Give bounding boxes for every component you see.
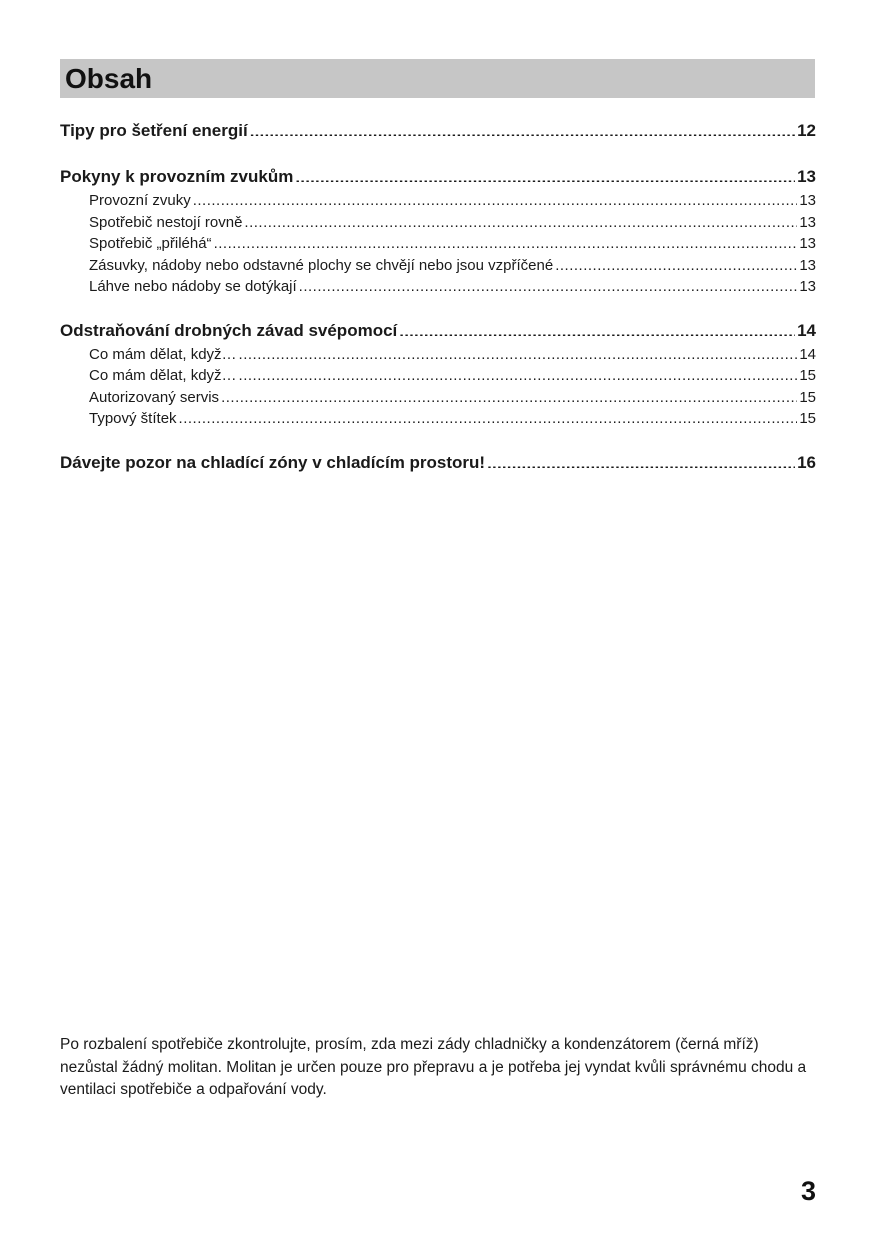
toc-entry-sub[interactable] xyxy=(60,255,816,277)
unpacking-note: Po rozbalení spotřebiče zkontrolujte, prosím, zda mezi zády chladničky a kondenzátorem (černá mříž) nezůstal žádný molitan. Molitan je určen pouze pro přepravu a je potřeba jej vyndat kvůli správnému chodu a ventilaci spotřebiče a odpařování vody. xyxy=(60,1036,807,1098)
toc-entry-page: 13 xyxy=(799,235,816,252)
toc-entry-label: Zásuvky, nádoby nebo odstavné plochy se chvějí nebo jsou vzpříčené xyxy=(89,256,554,274)
toc-section xyxy=(60,318,816,430)
toc-entry-page: 15 xyxy=(799,410,816,427)
toc-entry-label: Dávejte pozor na chladící zóny v chladícím prostoru! xyxy=(60,452,486,472)
toc-entry-sub[interactable] xyxy=(60,408,816,430)
toc-entry-page: 12 xyxy=(797,121,816,140)
toc-entry-label: Pokyny k provozním zvukům xyxy=(60,167,294,186)
dot-leader xyxy=(250,119,795,136)
toc-entry-main[interactable] xyxy=(60,164,816,190)
dot-leader xyxy=(295,165,795,182)
toc-entry-sub[interactable] xyxy=(60,233,816,255)
toc-entry-label: Autorizovaný servis xyxy=(89,388,220,406)
toc-entry-sub[interactable] xyxy=(60,365,816,387)
toc-section xyxy=(60,450,816,476)
dot-leader xyxy=(487,451,795,468)
toc-entry-sub[interactable] xyxy=(60,190,816,212)
toc-entry-page: 16 xyxy=(797,452,816,472)
toc-entry-label: Láhve nebo nádoby se dotýkají xyxy=(89,278,297,295)
toc-entry-sub[interactable] xyxy=(60,387,816,409)
page-number: 3 xyxy=(800,1176,816,1206)
dot-leader xyxy=(244,212,797,227)
dot-leader xyxy=(239,344,798,359)
dot-leader xyxy=(179,408,798,423)
toc-entry-sub[interactable] xyxy=(60,212,816,234)
toc-section xyxy=(60,118,816,144)
toc-entry-label: Co mám dělat, když… xyxy=(89,345,237,363)
toc-entry-label: Spotřebič nestojí rovně xyxy=(89,213,243,231)
dot-leader xyxy=(214,233,798,248)
page-title: Obsah xyxy=(65,63,153,94)
toc-entry-sub[interactable] xyxy=(60,276,816,298)
toc-entry-label: Typový štítek xyxy=(89,410,177,427)
toc-entry-page: 15 xyxy=(799,367,816,384)
toc-entry-label: Co mám dělat, když… xyxy=(89,367,237,384)
toc-entry-main[interactable] xyxy=(60,318,816,344)
dot-leader xyxy=(555,255,797,270)
toc-entry-page: 14 xyxy=(797,320,816,340)
toc-entry-page: 15 xyxy=(799,388,816,406)
title-bar xyxy=(60,59,815,98)
toc-entry-page: 13 xyxy=(797,167,816,186)
toc-entry-page: 13 xyxy=(799,192,816,209)
dot-leader xyxy=(299,276,798,291)
dot-leader xyxy=(399,319,795,336)
toc-entry-page: 14 xyxy=(799,345,816,363)
toc-entry-page: 13 xyxy=(799,213,816,231)
dot-leader xyxy=(221,387,797,402)
toc-entry-main[interactable] xyxy=(60,118,816,144)
toc-entry-label: Provozní zvuky xyxy=(89,192,191,209)
toc-entry-label: Odstraňování drobných závad svépomocí xyxy=(60,320,398,340)
toc-entry-page: 13 xyxy=(799,256,816,274)
toc-entry-label: Tipy pro šetření energií xyxy=(60,121,248,140)
toc-entry-label: Spotřebič „přiléhá“ xyxy=(89,235,212,252)
toc-section xyxy=(60,164,816,298)
dot-leader xyxy=(193,190,798,205)
toc-entry-page: 13 xyxy=(799,278,816,295)
toc-entry-main[interactable] xyxy=(60,450,816,476)
table-of-contents xyxy=(60,118,816,496)
dot-leader xyxy=(239,365,798,380)
toc-entry-sub[interactable] xyxy=(60,344,816,366)
